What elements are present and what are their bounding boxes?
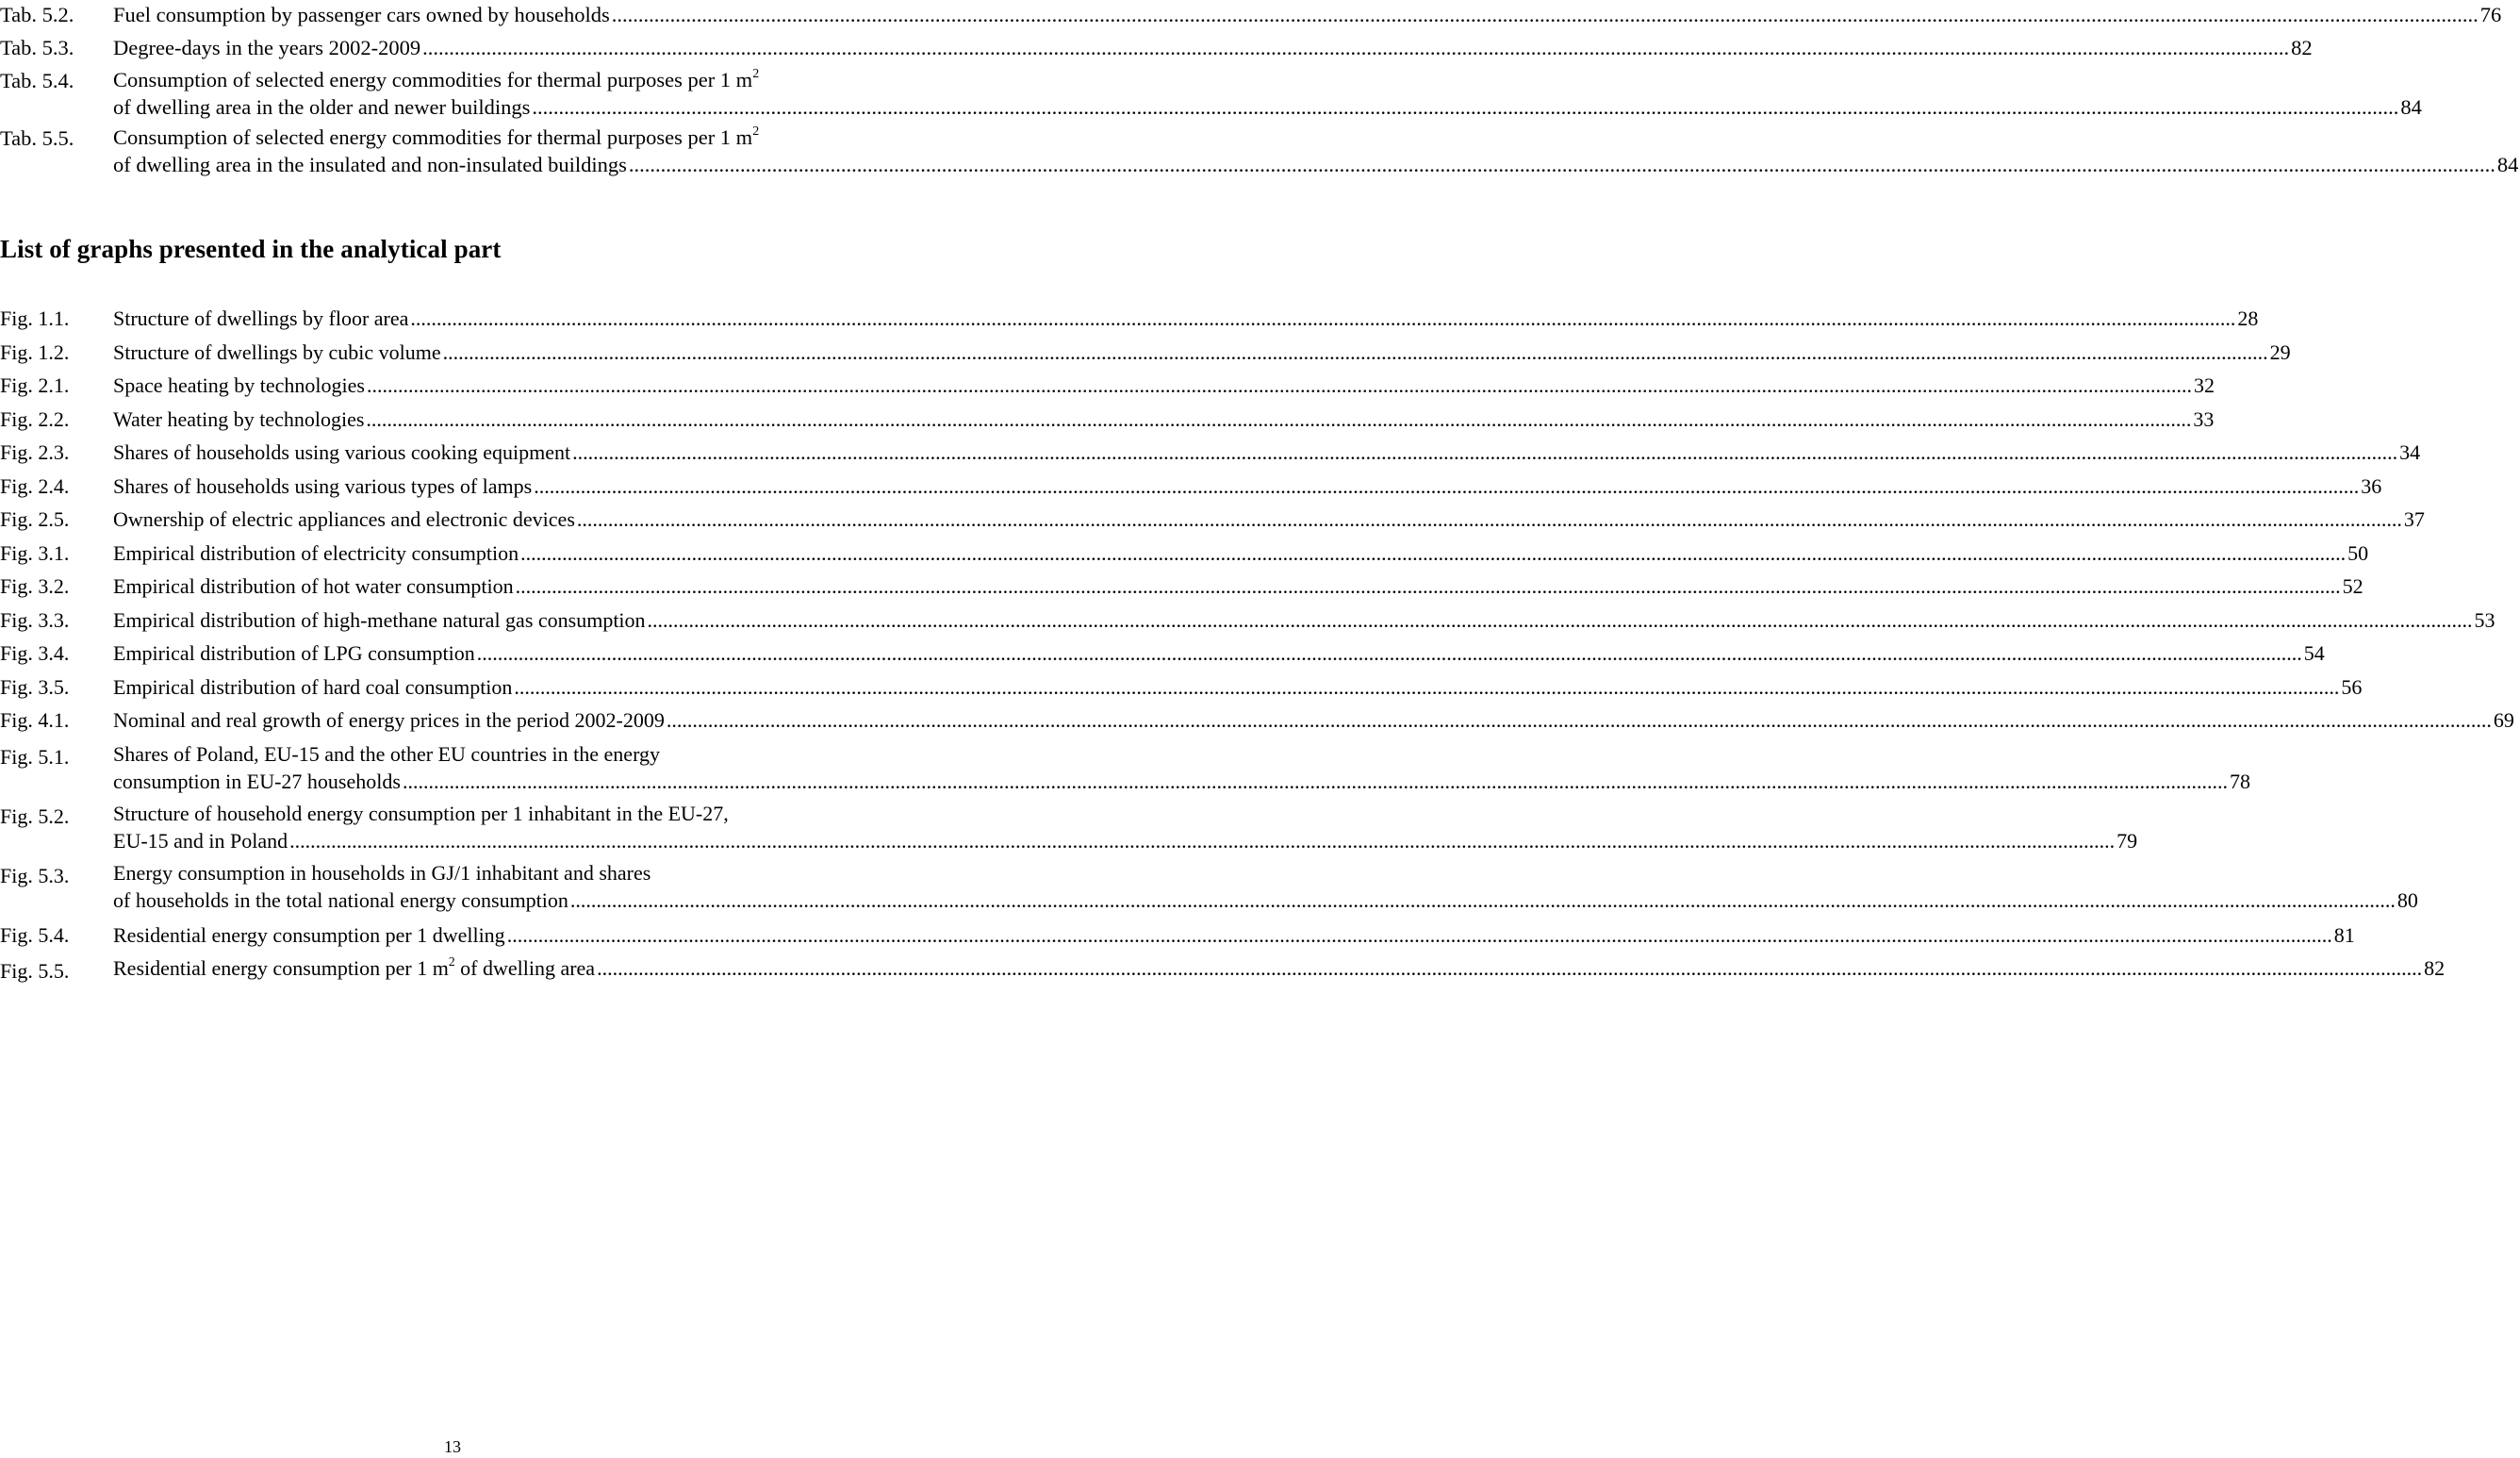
toc-entry[interactable]	[0, 604, 2495, 638]
dot-leader	[612, 0, 2479, 30]
toc-entry[interactable]	[0, 436, 2421, 470]
entry-title: Empirical distribution of hot water consumption	[113, 574, 514, 598]
entry-title: Ownership of electric appliances and electronic devices	[113, 507, 575, 531]
entry-title: Empirical distribution of LPG consumption	[113, 641, 475, 665]
section-heading: List of graphs presented in the analytical part	[0, 235, 502, 263]
dot-leader	[570, 886, 2396, 914]
toc-entry[interactable]	[0, 503, 2425, 537]
dot-leader	[507, 919, 2332, 953]
dot-leader	[477, 637, 2302, 671]
entry-page: 78	[2229, 769, 2250, 793]
entry-title-continued: of dwelling area	[454, 956, 596, 980]
entry-page: 54	[2303, 641, 2325, 665]
dot-leader	[516, 570, 2341, 604]
entry-page: 84	[2496, 153, 2519, 176]
entry-title: Residential energy consumption per 1 dwelling	[113, 922, 505, 947]
entry-title: Residential energy consumption per 1 m	[113, 956, 449, 980]
entry-page: 82	[2424, 956, 2446, 980]
entry-title: Consumption of selected energy commodities for thermal purposes per 1 m	[113, 68, 753, 91]
dot-leader	[667, 704, 2492, 737]
toc-entry[interactable]	[0, 470, 2382, 504]
dot-leader	[366, 403, 2191, 437]
entry-number: Fig. 1.2.	[0, 340, 70, 364]
entry-page: 76	[2479, 3, 2502, 26]
entry-page: 32	[2193, 373, 2215, 397]
toc-entry[interactable]	[0, 859, 2418, 914]
entry-title: Space heating by technologies	[113, 373, 365, 397]
entry-number: Tab. 5.5.	[0, 126, 74, 150]
dot-leader	[514, 671, 2339, 704]
list-of-tables	[0, 0, 2519, 181]
entry-title: Shares of households using various types of lamps	[113, 473, 533, 498]
entry-page: 69	[2493, 708, 2514, 732]
entry-title-continued: EU-15 and in Poland	[113, 828, 288, 853]
dot-leader	[443, 336, 2268, 370]
entry-title: Empirical distribution of high-methane natural gas consumption	[113, 607, 646, 632]
page-number: 13	[444, 1437, 461, 1456]
entry-title-continued: of dwelling area in the insulated and non-insulated buildings	[113, 153, 627, 176]
dot-leader	[597, 954, 2422, 982]
toc-entry[interactable]	[0, 537, 2369, 571]
entry-page: 56	[2341, 674, 2363, 699]
entry-title: Water heating by technologies	[113, 406, 365, 431]
toc-entry[interactable]	[0, 369, 2215, 403]
entry-number: Fig. 5.1.	[0, 744, 70, 769]
toc-entry[interactable]	[0, 570, 2364, 604]
entry-title-continued: of dwelling area in the older and newer buildings	[113, 95, 531, 119]
entry-number: Fig. 5.5.	[0, 959, 70, 983]
entry-page: 36	[2361, 473, 2382, 498]
superscript: 2	[448, 954, 455, 969]
entry-title: Nominal and real growth of energy prices in the period 2002-2009	[113, 708, 665, 732]
toc-entry[interactable]	[0, 637, 2325, 671]
entry-number: Fig. 2.1.	[0, 373, 70, 397]
toc-entry[interactable]	[0, 0, 2502, 30]
entry-number: Fig. 4.1.	[0, 708, 70, 732]
toc-entry[interactable]	[0, 704, 2514, 737]
entry-page: 29	[2269, 340, 2291, 364]
dot-leader	[520, 537, 2346, 571]
entry-number: Fig. 2.2.	[0, 406, 70, 431]
entry-title: Consumption of selected energy commodities for thermal purposes per 1 m	[113, 125, 753, 149]
entry-page: 82	[2291, 36, 2313, 59]
superscript: 2	[752, 67, 760, 82]
entry-number: Fig. 5.2.	[0, 804, 70, 828]
entry-number: Tab. 5.2.	[0, 3, 74, 26]
entry-number: Tab. 5.4.	[0, 69, 74, 92]
entry-page: 79	[2116, 828, 2138, 853]
dot-leader	[534, 470, 2359, 504]
entry-page: 34	[2399, 440, 2421, 464]
entry-title: Structure of dwellings by cubic volume	[113, 340, 441, 364]
entry-page: 84	[2400, 95, 2422, 119]
dot-leader	[532, 93, 2398, 121]
entry-page: 81	[2333, 922, 2355, 947]
entry-title: Empirical distribution of electricity consumption	[113, 540, 519, 565]
entry-number: Fig. 1.1.	[0, 307, 70, 330]
entry-title: Shares of households using various cooking equipment	[113, 440, 571, 464]
entry-number: Fig. 3.2.	[0, 574, 70, 598]
entry-number: Fig. 5.4.	[0, 922, 70, 947]
dot-leader	[367, 369, 2192, 403]
entry-number: Fig. 2.4.	[0, 473, 70, 498]
entry-page: 50	[2347, 540, 2369, 565]
dot-leader	[577, 503, 2402, 537]
toc-entry[interactable]	[0, 671, 2363, 704]
entry-page: 80	[2396, 887, 2418, 912]
toc-entry[interactable]	[0, 33, 2313, 63]
entry-number: Fig. 5.3.	[0, 863, 70, 887]
entry-page: 28	[2237, 307, 2259, 330]
dot-leader	[422, 33, 2289, 63]
entry-number: Fig. 3.5.	[0, 674, 70, 699]
entry-number: Fig. 3.4.	[0, 641, 70, 665]
entry-number: Fig. 2.3.	[0, 440, 70, 464]
dot-leader	[572, 436, 2397, 470]
superscript: 2	[752, 124, 760, 140]
dot-leader	[629, 151, 2495, 178]
toc-entry[interactable]	[0, 66, 2422, 121]
toc-entry[interactable]	[0, 919, 2355, 953]
entry-page: 52	[2342, 574, 2364, 598]
entry-title-continued: of households in the total national energy consumption	[113, 887, 568, 912]
dot-leader	[289, 827, 2115, 854]
entry-number: Fig. 3.1.	[0, 540, 70, 565]
toc-entry[interactable]	[0, 336, 2291, 370]
toc-entry[interactable]	[0, 302, 2259, 336]
dot-leader	[403, 768, 2228, 795]
dot-leader	[648, 604, 2473, 638]
dot-leader	[410, 302, 2235, 336]
entry-title: Structure of household energy consumption per 1 inhabitant in the EU-27,	[113, 801, 729, 825]
entry-page: 33	[2193, 406, 2215, 431]
toc-entry[interactable]	[0, 124, 2519, 178]
toc-entry[interactable]	[0, 403, 2215, 437]
entry-title: Degree-days in the years 2002-2009	[113, 36, 421, 59]
entry-title: Empirical distribution of hard coal consumption	[113, 674, 513, 699]
entry-number: Fig. 3.3.	[0, 607, 70, 632]
toc-entry[interactable]	[0, 800, 2138, 854]
entry-page: 37	[2403, 507, 2425, 531]
entry-title-continued: consumption in EU-27 households	[113, 769, 401, 793]
toc-entry[interactable]	[0, 740, 2250, 795]
list-of-figures	[0, 302, 2514, 993]
entry-title: Fuel consumption by passenger cars owned by households	[113, 3, 610, 26]
entry-title: Structure of dwellings by floor area	[113, 307, 409, 330]
entry-page: 53	[2474, 607, 2495, 632]
entry-title: Energy consumption in households in GJ/1 inhabitant and shares	[113, 860, 651, 885]
entry-title: Shares of Poland, EU-15 and the other EU countries in the energy	[113, 741, 661, 766]
entry-number: Fig. 2.5.	[0, 507, 70, 531]
toc-entry[interactable]	[0, 954, 2446, 988]
entry-number: Tab. 5.3.	[0, 36, 74, 59]
